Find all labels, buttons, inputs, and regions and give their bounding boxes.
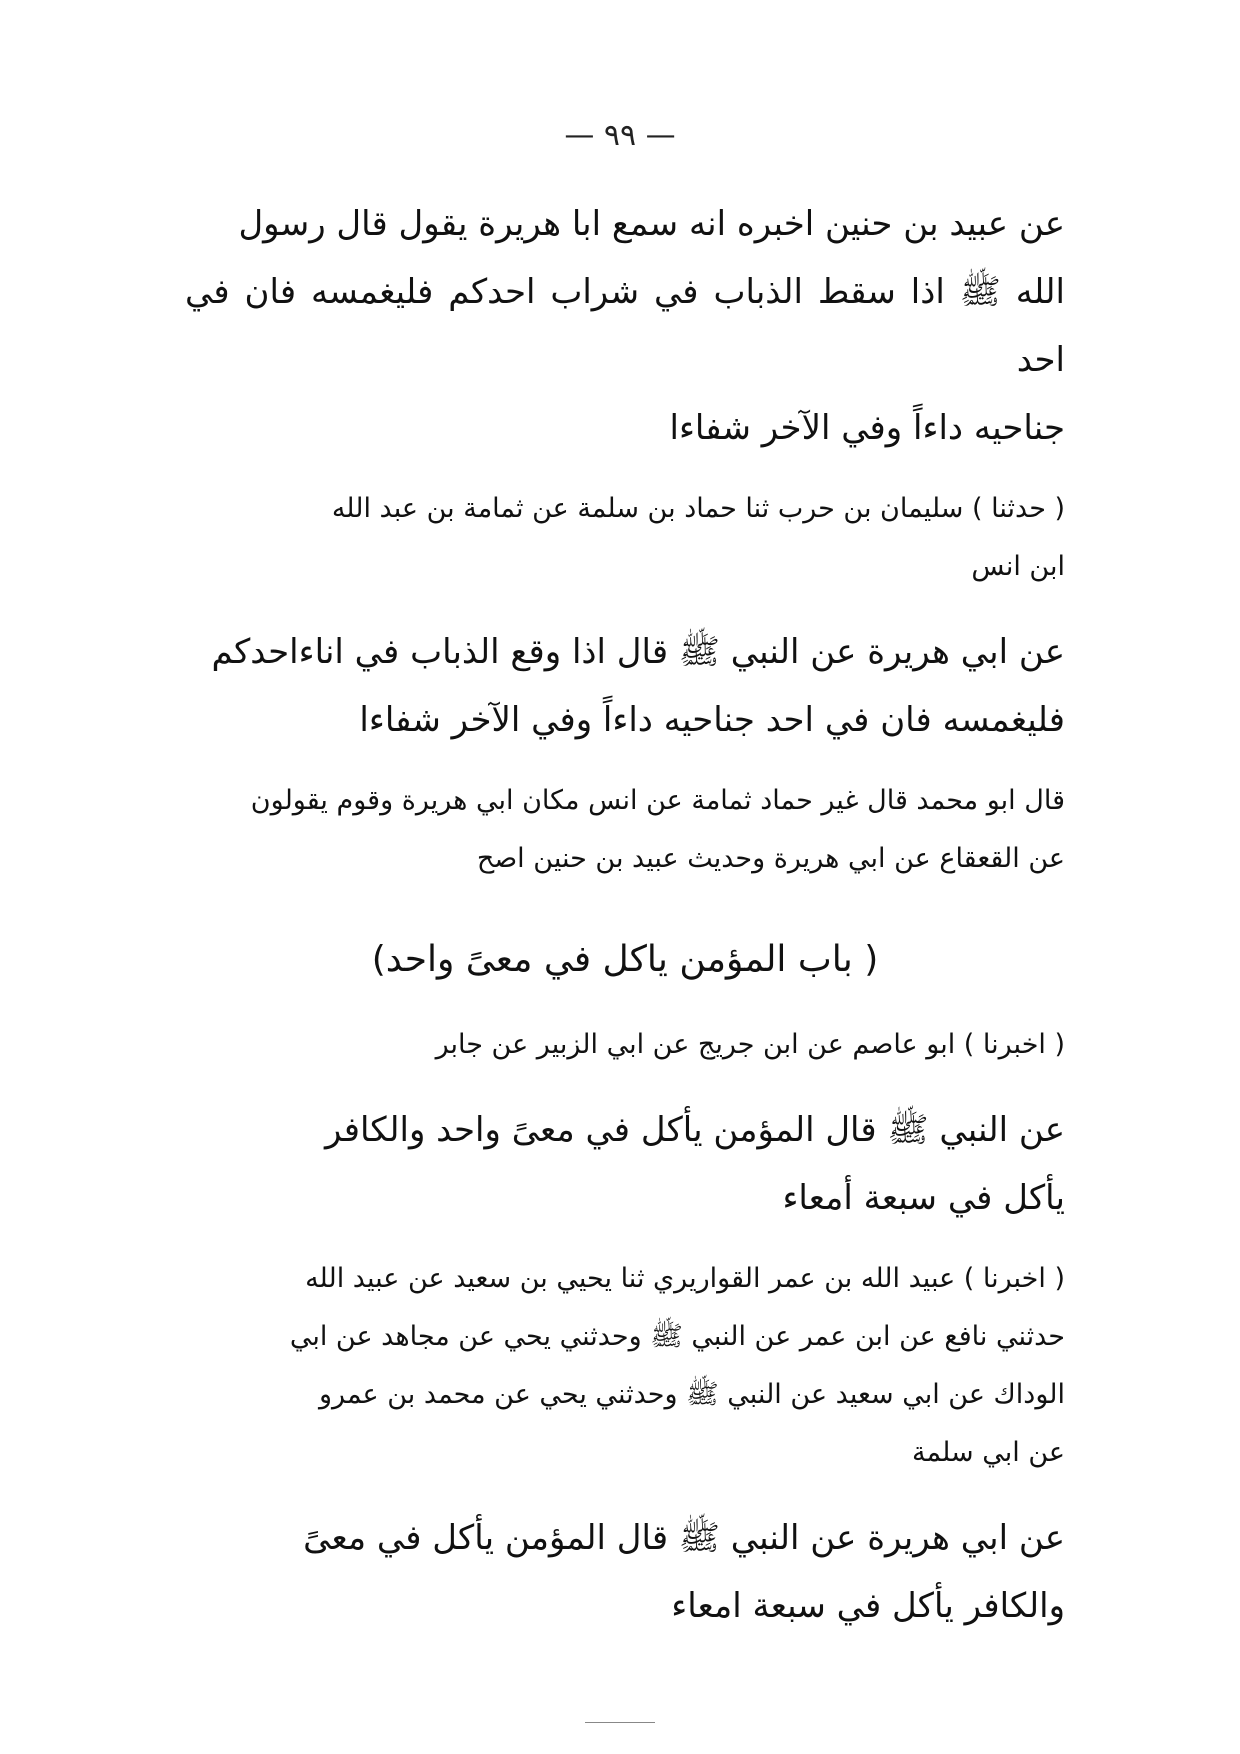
text-line: عن عبيد بن حنين اخبره انه سمع ابا هريرة يقول قال رسول [238, 204, 1065, 244]
text-line: حدثني نافع عن ابن عمر عن النبي ﷺ وحدثني يحي عن مجاهد عن ابي [289, 1321, 1065, 1352]
text-line: ( حدثنا ) سليمان بن حرب ثنا حماد بن سلمة عن ثمامة بن عبد الله [331, 493, 1065, 524]
commentary-note [185, 772, 1065, 888]
chapter-heading [185, 928, 1065, 992]
text-line: عن القعقاع عن ابي هريرة وحديث عبيد بن حنين اصح [476, 843, 1065, 874]
page-body [185, 190, 1065, 1658]
text-line: الوداك عن ابي سعيد عن النبي ﷺ وحدثني يحي عن محمد بن عمرو [319, 1379, 1065, 1410]
isnad-text [185, 1016, 1065, 1074]
isnad-text [185, 1250, 1065, 1482]
text-line: ابن انس [971, 551, 1065, 582]
text-line: عن النبي ﷺ قال المؤمن يأكل في معىً واحد والكافر [324, 1110, 1065, 1150]
text-line: عن ابي هريرة عن النبي ﷺ قال المؤمن يأكل في معىً [303, 1518, 1065, 1558]
text-line: عن ابي هريرة عن النبي ﷺ قال اذا وقع الذباب في اناءاحدكم [211, 632, 1065, 672]
page-number: — ٩٩ — [564, 118, 676, 153]
isnad-text [185, 480, 1065, 596]
text-line: والكافر يأكل في سبعة امعاء [671, 1586, 1065, 1626]
text-line: ( باب المؤمن ياكل في معىً واحد) [371, 939, 879, 980]
hadith-text [185, 1096, 1065, 1232]
text-line: ( اخبرنا ) عبيد الله بن عمر القواريري ثنا يحيي بن سعيد عن عبيد الله [305, 1263, 1065, 1294]
text-line: ( اخبرنا ) ابو عاصم عن ابن جريج عن ابي الزبير عن جابر [435, 1029, 1065, 1060]
text-line: قال ابو محمد قال غير حماد ثمامة عن انس مكان ابي هريرة وقوم يقولون [250, 785, 1065, 816]
hadith-text [185, 190, 1065, 462]
footer-rule [585, 1722, 655, 1723]
hadith-text [185, 1504, 1065, 1640]
text-line: جناحيه داءاً وفي الآخر شفاءا [669, 408, 1065, 448]
text-line: فليغمسه فان في احد جناحيه داءاً وفي الآخر شفاءا [359, 700, 1065, 740]
hadith-text [185, 618, 1065, 754]
text-line: يأكل في سبعة أمعاء [782, 1178, 1065, 1218]
text-line: الله ﷺ اذا سقط الذباب في شراب احدكم فليغمسه فان في احد [185, 272, 1065, 380]
text-line: عن ابي سلمة [912, 1437, 1065, 1468]
